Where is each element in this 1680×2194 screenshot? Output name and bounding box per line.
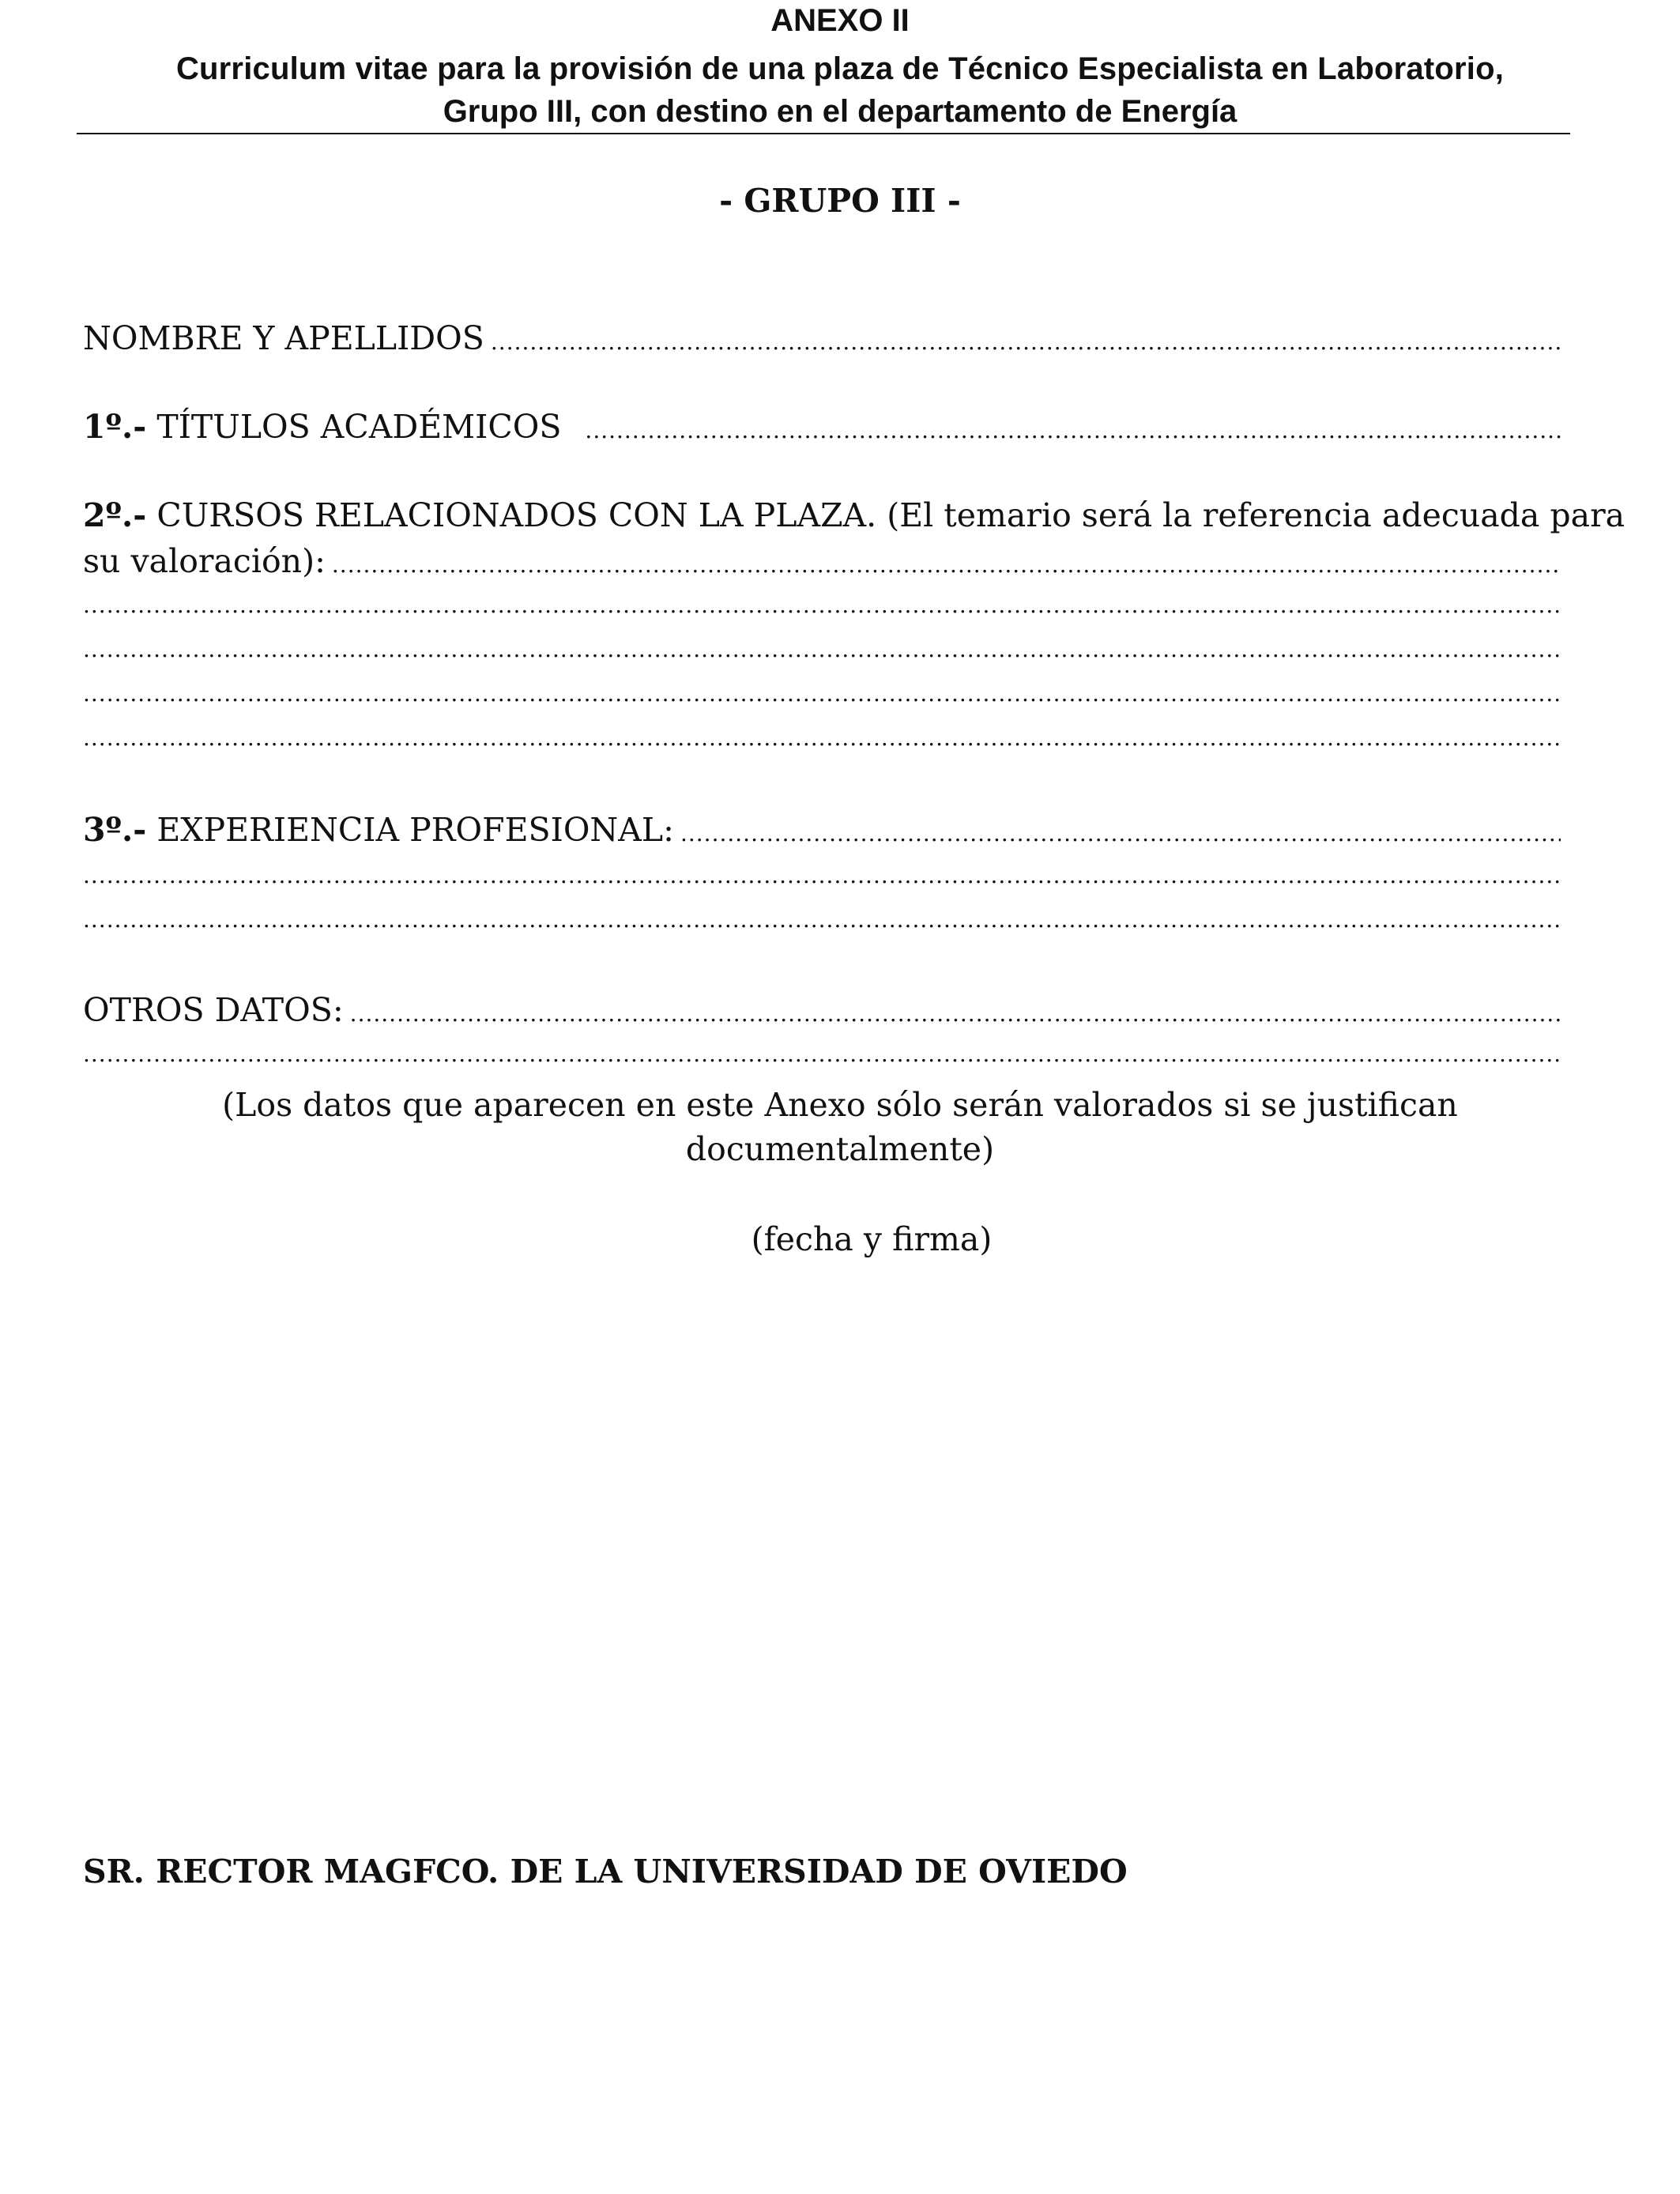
document-subtitle-line1: Curriculum vitae para la provisión de una plaza de Técnico Especialista en Laboratorio, [175,51,1505,86]
name-fill-line[interactable] [491,320,1561,364]
other-data-row [83,988,1561,1036]
justification-note-line1: (Los datos que aparecen en este Anexo sólo serán valorados si se justifican [222,1086,1458,1124]
experience-fill-line-1[interactable] [680,812,1561,856]
addressee: SR. RECTOR MAGFCO. DE LA UNIVERSIDAD DE OVIEDO [83,1853,1128,1891]
experience-fill-line-2[interactable] [83,854,1561,898]
courses-field-label-line1: CURSOS RELACIONADOS CON LA PLAZA. (El temario será la referencia adecuada para [156,496,1625,534]
experience-field-row [83,808,1561,856]
experience-field-label: EXPERIENCIA PROFESIONAL: [156,811,674,849]
courses-fill-line-1[interactable] [332,543,1561,587]
titles-field-label: TÍTULOS ACADÉMICOS [156,408,562,446]
experience-fill-line-3[interactable] [83,898,1561,942]
date-signature-label: (fecha y firma) [751,1220,993,1258]
justification-note-line2: documentalmente) [685,1130,995,1168]
courses-heading-line2 [83,539,1561,587]
name-field-label: NOMBRE Y APELLIDOS [83,319,484,357]
courses-fill-line-2[interactable] [83,583,1561,628]
other-data-fill-line-2[interactable] [83,1032,1561,1076]
titles-number: 1º.- [83,408,147,446]
experience-number: 3º.- [83,811,147,849]
courses-number: 2º.- [83,496,147,534]
header-divider [77,133,1570,134]
courses-field-label-line2: su valoración): [83,542,326,580]
titles-field-row [83,405,1561,453]
courses-fill-line-5[interactable] [83,716,1561,760]
name-field-row [83,316,1561,364]
group-heading: - GRUPO III - [719,182,961,220]
other-data-label: OTROS DATOS: [83,991,344,1029]
courses-fill-line-4[interactable] [83,672,1561,716]
other-data-fill-line-1[interactable] [350,992,1561,1036]
courses-fill-line-3[interactable] [83,628,1561,672]
titles-fill-line[interactable] [585,409,1561,453]
courses-heading-line1 [83,493,1625,537]
document-subtitle-line2: Grupo III, con destino en el departamento de Energía [443,94,1237,129]
annex-title: ANEXO II [770,3,910,38]
